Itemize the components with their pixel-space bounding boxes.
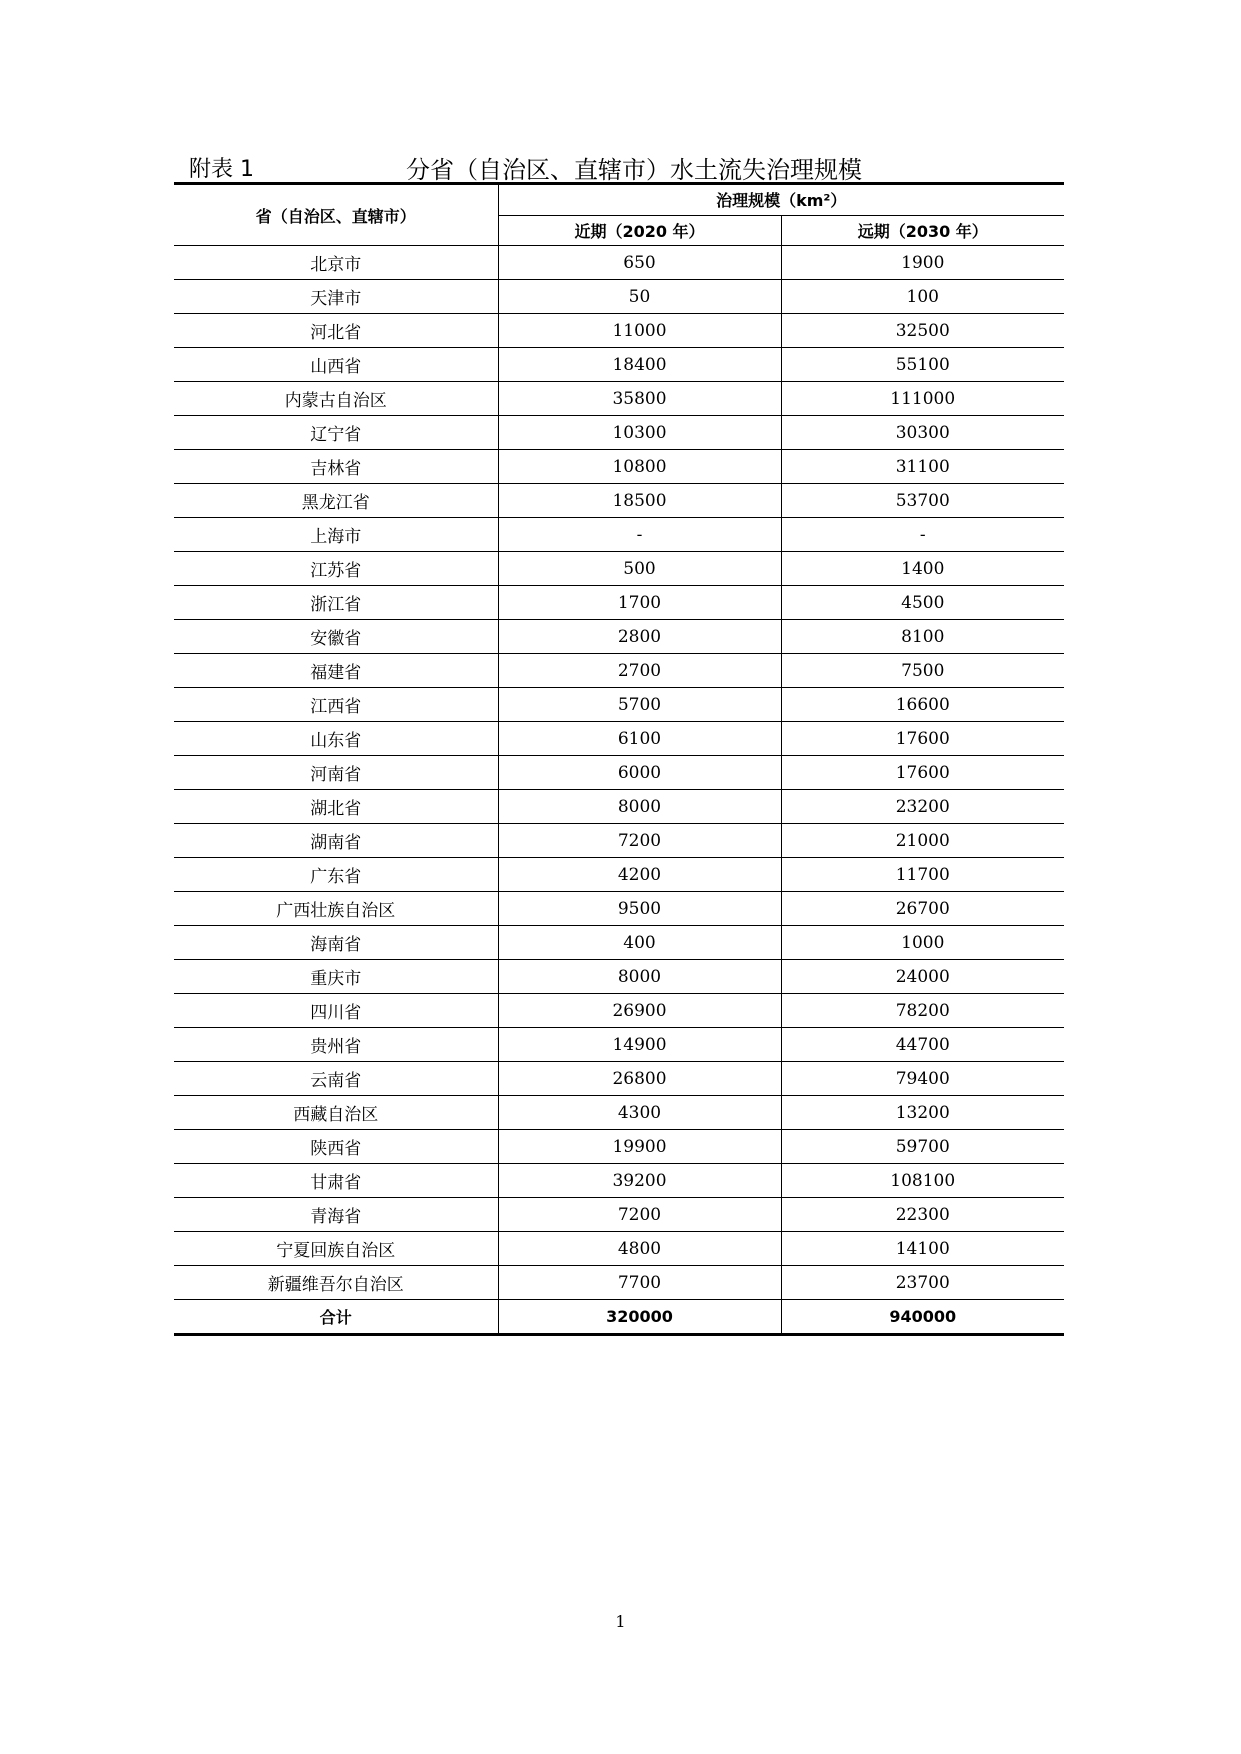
table-row [174,1232,1064,1266]
near-term-cell: 6000 [498,756,781,790]
near-term-cell: 1700 [498,586,781,620]
far-term-cell: 111000 [781,382,1064,416]
region-cell: 湖南省 [174,824,498,858]
region-cell: 山东省 [174,722,498,756]
region-cell: 海南省 [174,926,498,960]
region-cell: 广西壮族自治区 [174,892,498,926]
near-term-cell: 5700 [498,688,781,722]
table-body [174,246,1064,1335]
table-title-row [173,136,1065,184]
region-cell: 重庆市 [174,960,498,994]
far-term-cell: 1900 [781,246,1064,280]
region-cell: 内蒙古自治区 [174,382,498,416]
far-term-cell: 55100 [781,348,1064,382]
table-row [174,1164,1064,1198]
far-term-cell: 21000 [781,824,1064,858]
table-row [174,1266,1064,1300]
far-term-cell: 100 [781,280,1064,314]
near-term-cell: 18400 [498,348,781,382]
table-row [174,620,1064,654]
near-term-cell: 11000 [498,314,781,348]
total-far-cell: 940000 [781,1300,1064,1335]
near-term-cell: 4300 [498,1096,781,1130]
table-row [174,756,1064,790]
far-term-cell: 1400 [781,552,1064,586]
far-term-cell: 31100 [781,450,1064,484]
table-row [174,416,1064,450]
table-row [174,824,1064,858]
region-cell: 四川省 [174,994,498,1028]
page-number: 1 [615,1612,626,1631]
table-row [174,382,1064,416]
table-row [174,722,1064,756]
region-cell: 安徽省 [174,620,498,654]
table-row [174,484,1064,518]
far-term-cell: 24000 [781,960,1064,994]
near-term-cell: 8000 [498,790,781,824]
near-term-cell: 35800 [498,382,781,416]
region-cell: 广东省 [174,858,498,892]
region-cell: 江西省 [174,688,498,722]
near-term-cell: - [498,518,781,552]
far-term-cell: - [781,518,1064,552]
table-row [174,994,1064,1028]
table-title: 分省（自治区、直辖市）水土流失治理规模 [406,156,862,184]
header-region: 省（自治区、直辖市） [174,184,498,246]
table-row [174,518,1064,552]
region-cell: 贵州省 [174,1028,498,1062]
region-cell: 黑龙江省 [174,484,498,518]
near-term-cell: 50 [498,280,781,314]
near-term-cell: 400 [498,926,781,960]
near-term-cell: 10300 [498,416,781,450]
far-term-cell: 32500 [781,314,1064,348]
table-row [174,1096,1064,1130]
near-term-cell: 14900 [498,1028,781,1062]
near-term-cell: 7200 [498,824,781,858]
region-cell: 宁夏回族自治区 [174,1232,498,1266]
far-term-cell: 7500 [781,654,1064,688]
region-cell: 山西省 [174,348,498,382]
total-near-cell: 320000 [498,1300,781,1335]
table-row [174,586,1064,620]
table-row [174,280,1064,314]
far-term-cell: 53700 [781,484,1064,518]
far-term-cell: 23700 [781,1266,1064,1300]
near-term-cell: 26800 [498,1062,781,1096]
region-cell: 河北省 [174,314,498,348]
region-cell: 河南省 [174,756,498,790]
near-term-cell: 4200 [498,858,781,892]
far-term-cell: 26700 [781,892,1064,926]
table-row [174,892,1064,926]
table-row [174,348,1064,382]
near-term-cell: 18500 [498,484,781,518]
table-row [174,450,1064,484]
region-cell: 浙江省 [174,586,498,620]
far-term-cell: 59700 [781,1130,1064,1164]
far-term-cell: 1000 [781,926,1064,960]
table-row [174,552,1064,586]
near-term-cell: 2700 [498,654,781,688]
far-term-cell: 30300 [781,416,1064,450]
region-cell: 湖北省 [174,790,498,824]
header-near-term: 近期（2020 年） [498,215,781,246]
near-term-cell: 8000 [498,960,781,994]
region-cell: 上海市 [174,518,498,552]
header-group: 治理规模（km²） [498,184,1064,216]
table-row [174,858,1064,892]
table-row [174,790,1064,824]
far-term-cell: 8100 [781,620,1064,654]
region-cell: 吉林省 [174,450,498,484]
table-row [174,1028,1064,1062]
far-term-cell: 44700 [781,1028,1064,1062]
region-cell: 甘肃省 [174,1164,498,1198]
region-cell: 西藏自治区 [174,1096,498,1130]
table-row [174,1130,1064,1164]
far-term-cell: 78200 [781,994,1064,1028]
far-term-cell: 16600 [781,688,1064,722]
region-cell: 云南省 [174,1062,498,1096]
near-term-cell: 10800 [498,450,781,484]
table-row [174,1062,1064,1096]
governance-scale-table [174,182,1064,1336]
table-row [174,246,1064,280]
far-term-cell: 108100 [781,1164,1064,1198]
near-term-cell: 4800 [498,1232,781,1266]
region-cell: 陕西省 [174,1130,498,1164]
far-term-cell: 14100 [781,1232,1064,1266]
far-term-cell: 11700 [781,858,1064,892]
region-cell: 福建省 [174,654,498,688]
far-term-cell: 79400 [781,1062,1064,1096]
table-row [174,654,1064,688]
table-row [174,314,1064,348]
table-row [174,960,1064,994]
region-cell: 新疆维吾尔自治区 [174,1266,498,1300]
far-term-cell: 4500 [781,586,1064,620]
near-term-cell: 19900 [498,1130,781,1164]
header-far-term: 远期（2030 年） [781,215,1064,246]
near-term-cell: 9500 [498,892,781,926]
data-table-container [174,182,1064,1336]
near-term-cell: 650 [498,246,781,280]
total-label-cell: 合计 [174,1300,498,1335]
region-cell: 青海省 [174,1198,498,1232]
near-term-cell: 26900 [498,994,781,1028]
far-term-cell: 13200 [781,1096,1064,1130]
near-term-cell: 7700 [498,1266,781,1300]
far-term-cell: 17600 [781,756,1064,790]
appendix-label: 附表 1 [189,157,254,182]
near-term-cell: 39200 [498,1164,781,1198]
far-term-cell: 22300 [781,1198,1064,1232]
table-row [174,1198,1064,1232]
near-term-cell: 2800 [498,620,781,654]
near-term-cell: 6100 [498,722,781,756]
near-term-cell: 500 [498,552,781,586]
region-cell: 江苏省 [174,552,498,586]
far-term-cell: 23200 [781,790,1064,824]
far-term-cell: 17600 [781,722,1064,756]
total-row [174,1300,1064,1335]
table-row [174,688,1064,722]
table-row [174,926,1064,960]
region-cell: 辽宁省 [174,416,498,450]
region-cell: 北京市 [174,246,498,280]
region-cell: 天津市 [174,280,498,314]
near-term-cell: 7200 [498,1198,781,1232]
